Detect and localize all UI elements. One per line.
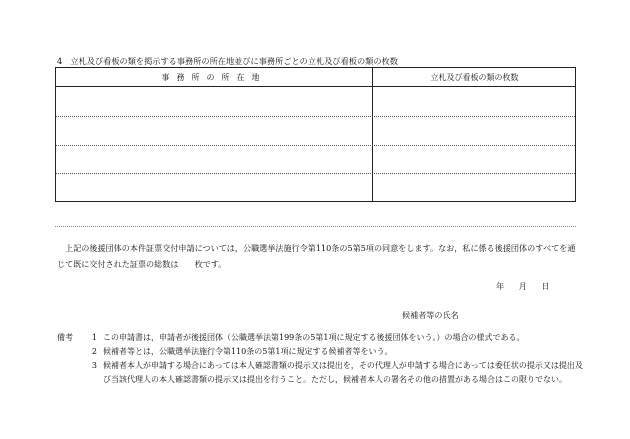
table-header-divider — [56, 86, 575, 87]
candidate-name-label: 候補者等の氏名 — [402, 310, 459, 320]
table-column-divider — [372, 68, 373, 201]
table-header-address: 事務所の所在地 — [161, 73, 267, 82]
section-separator — [55, 226, 576, 227]
date-line — [496, 281, 549, 292]
date-month: 月 — [518, 281, 527, 291]
note-number: 1 — [91, 333, 97, 342]
note-number: 2 — [91, 347, 97, 356]
note-text: 候補者等とは，公職選挙法施行令第110条の5第1項に規定する候補者等をいう。 — [103, 347, 393, 356]
declaration-line-1: 上記の後援団体の本件証票交付申請については，公職選挙法施行令第110条の5第5項の同意をします。なお，私に係る後援団体のすべてを通 — [57, 243, 576, 253]
date-year: 年 — [496, 281, 505, 291]
declaration-line-2: じて既に交付された証票の総数は 枚です。 — [57, 259, 227, 269]
notes-section — [57, 331, 583, 387]
table-row-divider — [56, 173, 575, 174]
declaration-paragraph — [57, 240, 577, 272]
notes-label: 備考 — [57, 333, 73, 342]
note-number: 3 — [91, 361, 97, 370]
note-item — [57, 345, 583, 359]
note-continuation: び当該代理人の本人確認書類の提示又は提出を行うこと。ただし，候補者本人の署名その他の措置がある場合はこの限りでない。 — [103, 375, 567, 384]
table-row-divider — [56, 116, 575, 117]
section-title: 4 立札及び看板の類を掲示する事務所の所在地並びに事務所ごとの立札及び看板の類の枚数 — [57, 56, 398, 66]
note-text: この申請書は，申請者が後援団体（公職選挙法第199条の5第1項に規定する後援団体をいう。）の場合の様式である。 — [103, 333, 525, 342]
note-item — [57, 331, 583, 345]
signboard-table — [55, 67, 576, 202]
date-day: 日 — [541, 281, 550, 291]
table-header-count: 立札及び看板の類の枚数 — [430, 73, 519, 82]
table-row-divider — [56, 145, 575, 146]
note-text: 候補者本人が申請する場合にあっては本人確認書類の提示又は提出を，その代理人が申請する場合にあっては委任状の提示又は提出及 — [103, 361, 583, 370]
note-item — [57, 359, 583, 373]
